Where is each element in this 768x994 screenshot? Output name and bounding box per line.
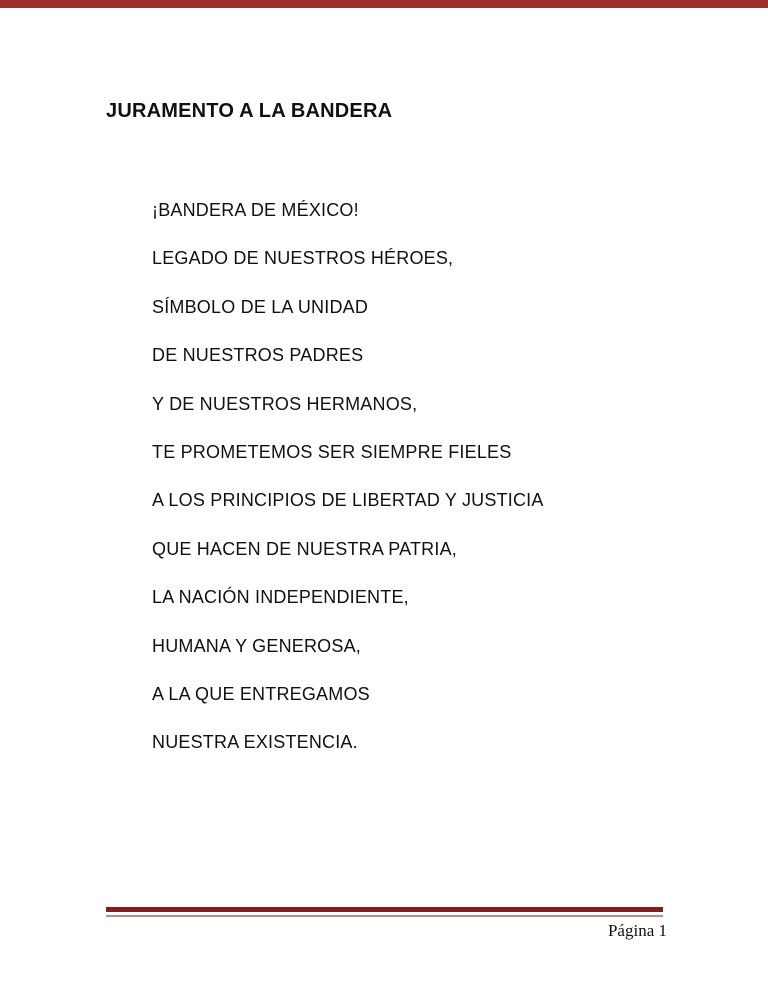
document-title: JURAMENTO A LA BANDERA <box>106 100 393 122</box>
body-line: QUE HACEN DE NUESTRA PATRIA, <box>152 538 457 559</box>
body-line: TE PROMETEMOS SER SIEMPRE FIELES <box>152 441 512 462</box>
body-line: LA NACIÓN INDEPENDIENTE, <box>152 587 409 608</box>
body-line: A LA QUE ENTREGAMOS <box>152 683 370 704</box>
body-line: SÍMBOLO DE LA UNIDAD <box>152 296 369 317</box>
body-line: Y DE NUESTROS HERMANOS, <box>152 393 418 414</box>
body-text <box>152 199 544 780</box>
footer-rule-thin <box>106 915 663 917</box>
body-line: A LOS PRINCIPIOS DE LIBERTAD Y JUSTICIA <box>152 490 544 511</box>
body-line: DE NUESTROS PADRES <box>152 345 364 366</box>
body-line: HUMANA Y GENEROSA, <box>152 635 361 656</box>
body-line: NUESTRA EXISTENCIA. <box>152 732 358 753</box>
body-line: LEGADO DE NUESTROS HÉROES, <box>152 248 454 269</box>
page-number: Página 1 <box>607 921 667 940</box>
top-accent-bar <box>0 0 768 8</box>
body-line: ¡BANDERA DE MÉXICO! <box>152 200 359 220</box>
footer-rule-thick <box>106 907 663 912</box>
